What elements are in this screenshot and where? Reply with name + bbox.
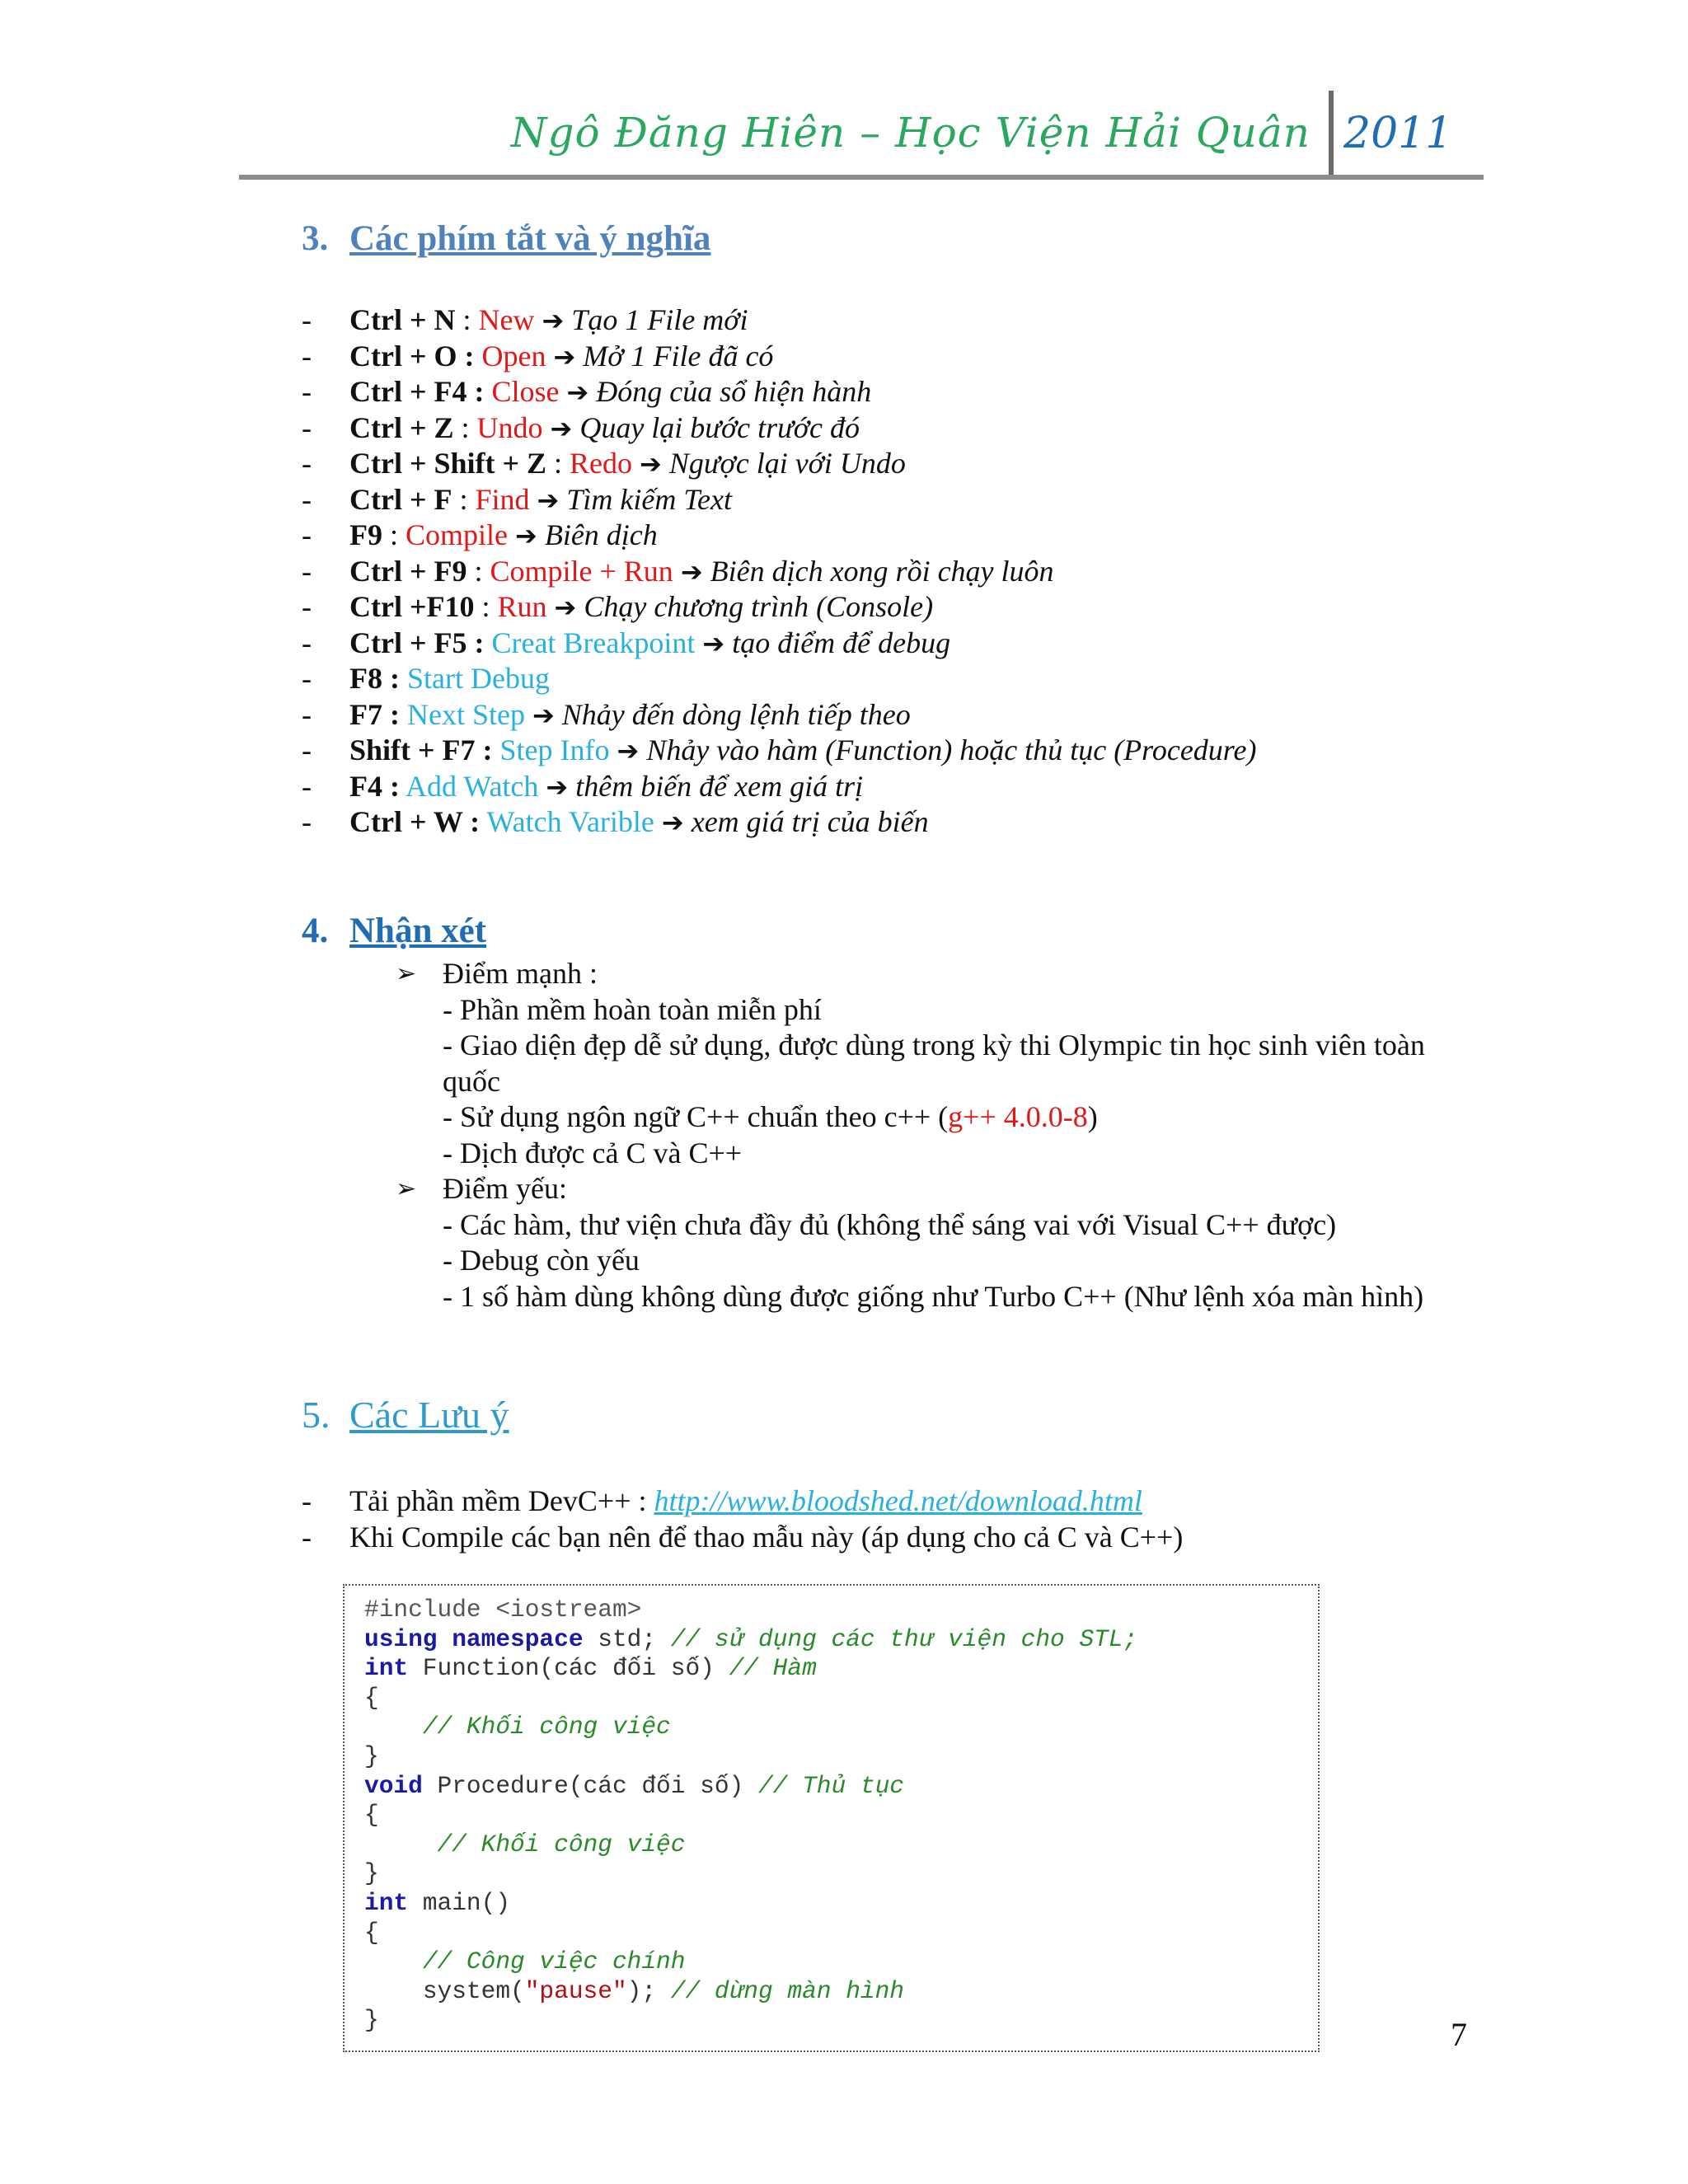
shortcut-command: Step Info [499, 733, 610, 766]
arrow-right-icon: ➔ [702, 627, 725, 659]
shortcut-key: F9 [349, 518, 382, 551]
section-5-heading [302, 1393, 509, 1436]
code-line: } [364, 1741, 379, 1770]
shortcut-description: Mở 1 File đã có [583, 339, 774, 373]
shortcut-item: - Shift + F7 : Step Info ➔ Nhảy vào hàm (Function) hoặc thủ tục (Procedure) [302, 733, 1257, 766]
shortcut-key: Ctrl + Z [349, 410, 454, 444]
shortcut-description: Biên dịch [544, 518, 658, 551]
code-sample [343, 1584, 1320, 2052]
shortcut-key: Shift + F7 : [349, 733, 493, 766]
section-4-heading [302, 911, 486, 951]
arrow-right-icon: ➔ [640, 448, 662, 480]
shortcut-description: Đóng của sổ hiện hành [596, 375, 872, 408]
strength-item: - Giao diện đẹp dễ sử dụng, được dùng trong kỳ thi Olympic tin học sinh viên toàn quốc [443, 1029, 1425, 1098]
header-divider [1329, 91, 1334, 175]
section-title: Các Lưu ý [349, 1394, 509, 1436]
evaluation-notes [396, 956, 1467, 1315]
code-line: { [364, 1801, 379, 1830]
shortcut-key: F8 : [349, 662, 400, 695]
shortcut-key: Ctrl + F4 : [349, 375, 485, 408]
shortcut-item: - Ctrl + F5 : Creat Breakpoint ➔ tạo điểm để debug [302, 626, 951, 659]
shortcut-command: Compile + Run [490, 554, 673, 588]
code-line: #include <iostream> [364, 1596, 642, 1624]
weakness-item: - Các hàm, thư viện chưa đầy đủ (không thể sáng vai với Visual C++ được) [443, 1207, 1337, 1241]
shortcut-key: Ctrl + Shift + Z [349, 447, 547, 480]
shortcut-description: Biên dịch xong rồi chạy luôn [710, 554, 1054, 588]
header-rule [239, 175, 1484, 180]
code-line: int Function(các đối số) // Hàm [364, 1654, 817, 1683]
code-line: int main() [364, 1888, 511, 1917]
shortcut-command: New [478, 303, 535, 336]
shortcut-command: Find [475, 482, 530, 516]
shortcut-key: F4 : [349, 769, 400, 803]
code-line: // Khối công việc [422, 1713, 671, 1741]
shortcut-command: Compile [406, 518, 509, 551]
shortcut-item: - F9 : Compile ➔ Biên dịch [302, 518, 658, 551]
page-number: 7 [1451, 2016, 1467, 2053]
shortcut-key: Ctrl + F [349, 482, 452, 516]
shortcut-description: Tạo 1 File mới [571, 303, 748, 336]
arrow-right-icon: ➔ [680, 555, 703, 588]
code-line: } [364, 2006, 379, 2035]
shortcut-description: tạo điểm để debug [732, 626, 951, 659]
shortcut-item: - Ctrl + Z : Undo ➔ Quay lại bước trước đó [302, 410, 860, 444]
code-line: using namespace std; // sử dụng các thư viện cho STL; [364, 1624, 1138, 1653]
arrow-right-icon: ➔ [553, 340, 576, 373]
strengths-heading: ➢ Điểm mạnh : [396, 956, 1467, 992]
code-line: // Công việc chính [422, 1947, 686, 1976]
arrow-bullet-icon: ➢ [396, 959, 417, 988]
shortcut-item: - F8 : Start Debug [302, 662, 550, 695]
tips-list [302, 1483, 1497, 1555]
arrow-right-icon: ➔ [537, 484, 560, 516]
arrow-right-icon: ➔ [554, 592, 577, 623]
shortcut-command: Creat Breakpoint [491, 626, 696, 659]
arrow-bullet-icon: ➢ [396, 1174, 417, 1203]
header-year: 2011 [1343, 109, 1453, 158]
shortcut-description: Ngược lại với Undo [668, 447, 906, 480]
code-line: // Khối công việc [437, 1830, 686, 1858]
code-line: system("pause"); // dừng màn hình [422, 1976, 905, 2005]
shortcut-key: Ctrl +F10 [349, 590, 475, 623]
list-item: - Tải phần mềm DevC++ : http://www.bloodshed.net/download.html [302, 1484, 1142, 1517]
shortcut-item: - Ctrl +F10 : Run ➔ Chạy chương trình (Console) [302, 590, 934, 623]
weakness-item: - Debug còn yếu [443, 1244, 640, 1277]
shortcut-item: - Ctrl + F4 : Close ➔ Đóng của sổ hiện hành [302, 375, 872, 408]
shortcut-description: Nhảy đến dòng lệnh tiếp theo [561, 697, 911, 731]
shortcut-item: - F7 : Next Step ➔ Nhảy đến dòng lệnh tiếp theo [302, 697, 911, 731]
shortcut-command: Next Step [406, 697, 525, 731]
shortcut-key: F7 : [349, 697, 400, 731]
code-line: void Procedure(các đối số) // Thủ tục [364, 1771, 905, 1800]
list-item: - Khi Compile các bạn nên để thao mẫu này (áp dụng cho cả C và C++) [302, 1520, 1184, 1554]
shortcut-description: Nhảy vào hàm (Function) hoặc thủ tục (Procedure) [646, 733, 1257, 766]
code-line: { [364, 1683, 379, 1712]
section-number: 5. [302, 1394, 331, 1436]
shortcut-key: Ctrl + N [349, 303, 456, 336]
shortcut-description: xem giá trị của biến [691, 805, 929, 838]
header-title: Ngô Đăng Hiên – Học Viện Hải Quân [510, 109, 1311, 157]
shortcut-command: Add Watch [406, 769, 539, 803]
strength-item: - Sử dụng ngôn ngữ C++ chuẩn theo c++ (g++ 4.0.0-8) [443, 1100, 1098, 1133]
strength-item: - Dịch được cả C và C++ [443, 1136, 743, 1169]
shortcut-item: - Ctrl + O : Open ➔ Mở 1 File đã có [302, 339, 774, 373]
page-header [239, 91, 1484, 181]
shortcut-description: Quay lại bước trước đó [579, 410, 860, 444]
shortcut-item: - F4 : Add Watch ➔ thêm biến để xem giá trị [302, 769, 864, 803]
shortcut-list [302, 302, 1456, 841]
weaknesses-heading: ➢ Điểm yếu: [396, 1171, 1467, 1207]
section-title: Nhận xét [349, 912, 487, 950]
arrow-right-icon: ➔ [542, 305, 565, 336]
section-3-heading [302, 218, 710, 259]
shortcut-key: Ctrl + F9 [349, 554, 467, 588]
section-number: 4. [302, 912, 329, 950]
arrow-right-icon: ➔ [532, 699, 555, 731]
arrow-right-icon: ➔ [566, 377, 589, 408]
arrow-right-icon: ➔ [515, 520, 537, 551]
shortcut-item: - Ctrl + F9 : Compile + Run ➔ Biên dịch xong rồi chạy luôn [302, 554, 1054, 588]
shortcut-command: Undo [476, 410, 543, 444]
shortcut-description: Tìm kiếm Text [566, 482, 732, 516]
strength-item: - Phần mềm hoàn toàn miễn phí [443, 992, 822, 1026]
shortcut-item: - Ctrl + Shift + Z : Redo ➔ Ngược lại với Undo [302, 447, 906, 480]
shortcut-command: Start Debug [406, 662, 550, 695]
arrow-right-icon: ➔ [617, 735, 640, 766]
arrow-right-icon: ➔ [550, 412, 573, 444]
shortcut-key: Ctrl + W : [349, 805, 481, 838]
shortcut-command: Redo [570, 447, 633, 480]
arrow-right-icon: ➔ [661, 807, 684, 838]
shortcut-description: Chạy chương trình (Console) [584, 590, 934, 623]
section-title: Các phím tắt và ý nghĩa [349, 219, 711, 258]
compiler-version: g++ 4.0.0-8 [948, 1100, 1088, 1133]
shortcut-item: - Ctrl + W : Watch Varible ➔ xem giá trị của biến [302, 805, 929, 838]
shortcut-command: Open [481, 339, 546, 373]
shortcut-key: Ctrl + F5 : [349, 626, 485, 659]
section-number: 3. [302, 219, 329, 258]
download-link[interactable]: http://www.bloodshed.net/download.html [654, 1484, 1142, 1517]
code-line: } [364, 1859, 379, 1888]
shortcut-command: Run [497, 590, 547, 623]
arrow-right-icon: ➔ [546, 771, 569, 803]
shortcut-description: thêm biến để xem giá trị [575, 769, 864, 803]
shortcut-command: Close [491, 375, 560, 408]
code-line: { [364, 1918, 379, 1947]
shortcut-command: Watch Varible [486, 805, 654, 838]
weakness-item: - 1 số hàm dùng không dùng được giống như Turbo C++ (Như lệnh xóa màn hình) [443, 1279, 1424, 1313]
shortcut-key: Ctrl + O : [349, 339, 475, 373]
shortcut-item: - Ctrl + F : Find ➔ Tìm kiếm Text [302, 482, 732, 516]
shortcut-item: - Ctrl + N : New ➔ Tạo 1 File mới [302, 303, 748, 336]
